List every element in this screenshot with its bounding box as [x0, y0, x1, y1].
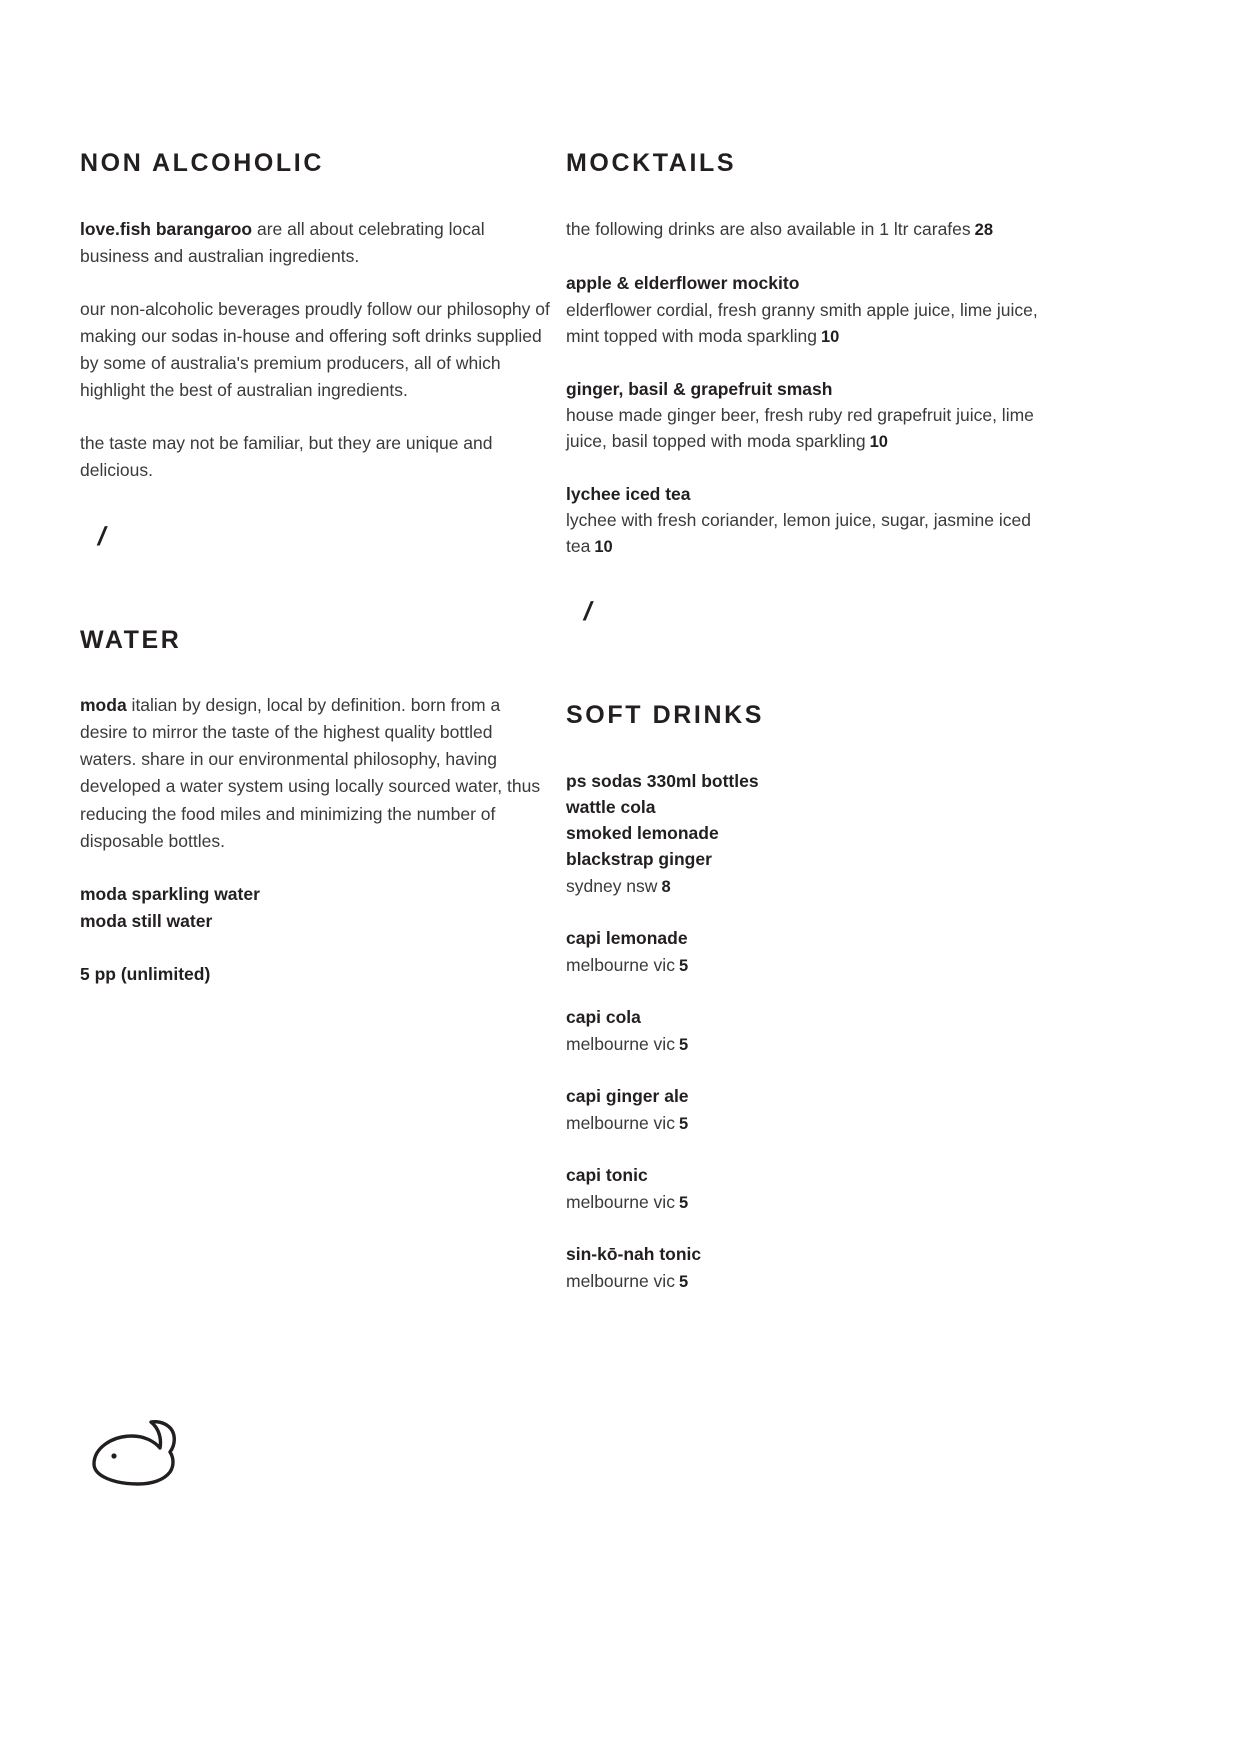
soft-drink-origin-line [566, 1110, 1046, 1137]
soft-drink-name: ps sodas 330ml bottles [566, 770, 759, 791]
left-column [80, 150, 550, 988]
soft-drink-origin: sydney nsw [566, 875, 658, 896]
non-alcoholic-paragraph-2 [80, 296, 550, 405]
non-alcoholic-paragraph-3-text: the taste may not be familiar, but they are unique and delicious. [80, 433, 493, 481]
left-column-spacer [80, 549, 550, 627]
mocktails-carafe-price: 28 [974, 220, 994, 239]
right-column-spacer [566, 624, 1046, 702]
moda-label: moda [80, 695, 127, 715]
section-title-non-alcoholic: NON ALCOHOLIC [80, 149, 324, 177]
soft-drink-group [566, 1241, 1046, 1294]
soft-drink-group [566, 1004, 1046, 1057]
mocktail-item [566, 270, 1046, 349]
mocktails-carafe-note-text: the following drinks are also available in 1 ltr carafes [566, 218, 971, 239]
soft-drink-group [566, 1162, 1046, 1215]
mocktails-carafe-note [566, 216, 1046, 243]
soft-drink-origin: melbourne vic [566, 1270, 675, 1291]
soft-drink-origin: melbourne vic [566, 1112, 675, 1133]
section-title-water: WATER [80, 625, 182, 654]
slash-divider-icon: / [97, 520, 106, 551]
soft-drink-group [566, 925, 1046, 978]
non-alcoholic-paragraph-3 [80, 430, 550, 484]
soft-drink-price: 5 [678, 1193, 689, 1212]
soft-drink-name: sin-kō-nah tonic [566, 1244, 702, 1265]
mocktail-item-description-text: elderflower cordial, fresh granny smith apple juice, lime juice, mint topped with moda sparkling [566, 299, 1038, 346]
slash-divider-icon: / [583, 596, 592, 626]
soft-drink-price: 5 [678, 956, 689, 975]
right-column [566, 150, 1046, 1320]
soft-drink-origin: melbourne vic [566, 954, 675, 975]
water-price-line: 5 pp (unlimited) [80, 964, 211, 984]
non-alcoholic-paragraph-1 [80, 216, 550, 270]
soft-drink-price: 8 [661, 877, 671, 896]
non-alcoholic-paragraph-1-text: are all about celebrating local business and australian ingredients. [80, 218, 485, 266]
mocktail-item-price: 10 [594, 538, 613, 557]
soft-drink-origin-line [566, 952, 1046, 979]
section-title-soft-drinks: SOFT DRINKS [566, 701, 765, 729]
soft-drink-name: capi ginger ale [566, 1086, 689, 1107]
mocktail-item-description [566, 507, 1046, 560]
soft-drink-price: 5 [678, 1272, 689, 1291]
water-item-list [80, 881, 550, 935]
water-item: moda still water [80, 910, 213, 931]
section-title-mocktails: MOCKTAILS [566, 149, 737, 177]
mocktail-item-name: ginger, basil & grapefruit smash [566, 378, 833, 399]
soft-drink-origin: melbourne vic [566, 1191, 675, 1212]
soft-drink-origin-line [566, 1031, 1046, 1058]
water-paragraph-text: italian by design, local by definition. born from a desire to mirror the taste of the highest quality bottled waters. share in our environmental philosophy, having developed a water system using locally sourced water, thus reducing the food miles and minimizing the number of disposable bottles. [80, 695, 541, 851]
mocktail-item-description-text: house made ginger beer, fresh ruby red grapefruit juice, lime juice, basil topped with moda sparkling [566, 404, 1034, 451]
soft-drink-name: capi tonic [566, 1165, 648, 1186]
water-item: moda sparkling water [80, 883, 260, 904]
soft-drink-name: wattle cola [566, 796, 656, 817]
soft-drink-origin-line [566, 873, 1046, 900]
soft-drink-price: 5 [678, 1035, 689, 1054]
mocktail-item-name: lychee iced tea [566, 483, 691, 504]
soft-drink-name: capi lemonade [566, 928, 688, 949]
soft-drink-price: 5 [678, 1114, 689, 1133]
soft-drink-group [566, 1083, 1046, 1136]
mocktail-item [566, 376, 1046, 455]
soft-drink-origin-line [566, 1268, 1046, 1295]
mocktail-item [566, 481, 1046, 560]
soft-drink-origin: melbourne vic [566, 1033, 675, 1054]
water-paragraph [80, 692, 550, 855]
soft-drink-origin-line [566, 1189, 1046, 1216]
mocktail-item-description-text: lychee with fresh coriander, lemon juice, sugar, jasmine iced tea [566, 510, 1031, 557]
soft-drink-group [566, 768, 1046, 900]
soft-drink-name: smoked lemonade [566, 823, 719, 843]
non-alcoholic-paragraph-2-text: our non-alcoholic beverages proudly follow our philosophy of making our sodas in-house and offering soft drinks supplied by some of australia's premium producers, all of which highlight the best of australian ingredients. [80, 298, 550, 401]
fish-logo-icon [86, 1400, 196, 1510]
mocktail-item-name: apple & elderflower mockito [566, 273, 800, 294]
mocktail-item-description [566, 402, 1046, 455]
mocktail-item-description [566, 297, 1046, 350]
mocktail-item-price: 10 [869, 433, 888, 451]
mocktail-item-price: 10 [820, 327, 840, 346]
soft-drink-name: blackstrap ginger [566, 849, 712, 870]
love-fish-barangaroo-label: love.fish barangaroo [80, 218, 253, 239]
soft-drink-name: capi cola [566, 1007, 641, 1028]
